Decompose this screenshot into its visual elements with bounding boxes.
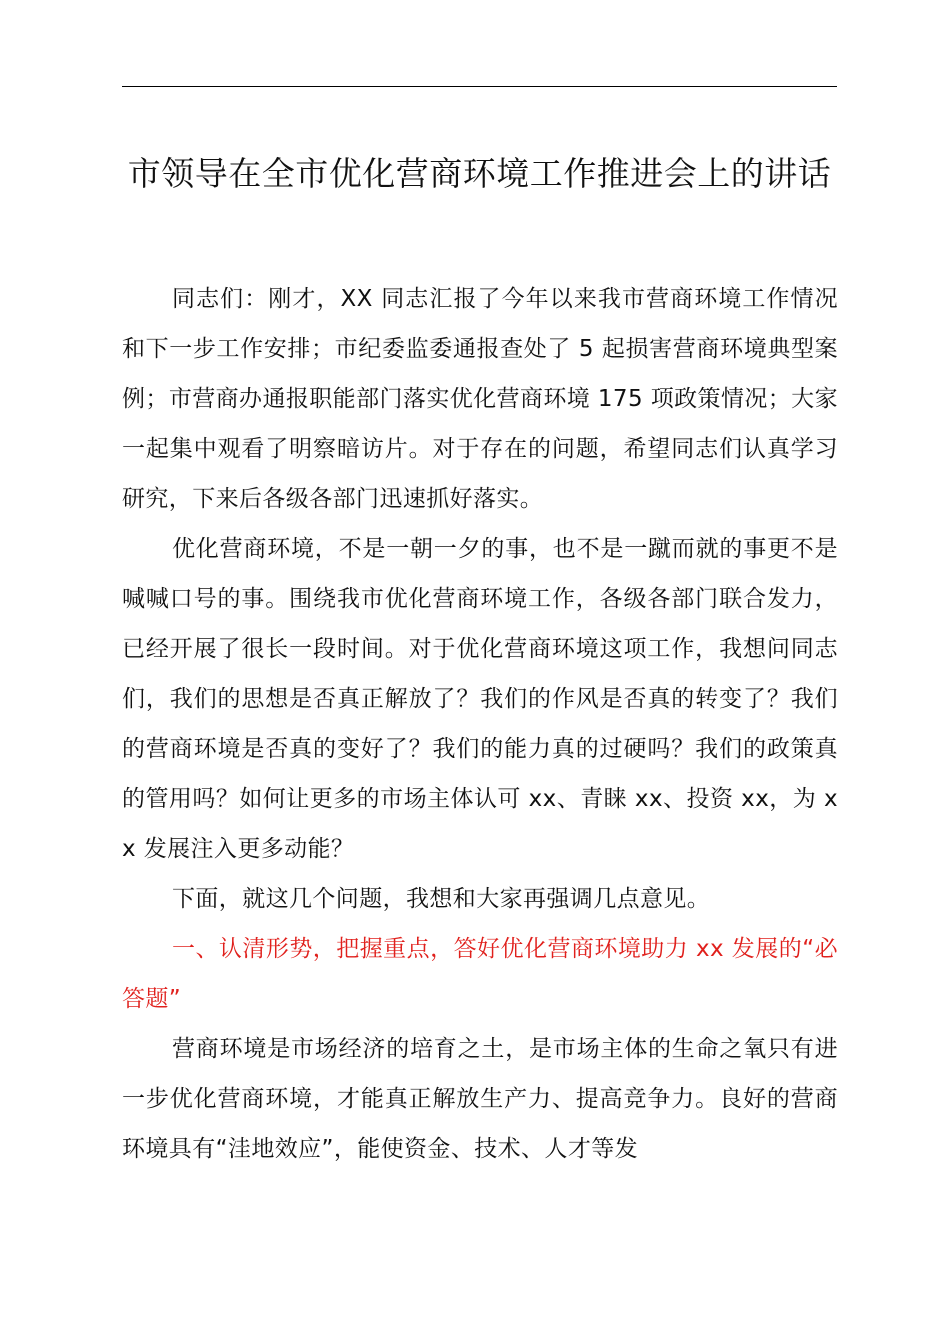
paragraph-questions: 优化营商环境，不是一朝一夕的事，也不是一蹴而就的事更不是喊喊口号的事。围绕我市优化营商环境工作，各级各部门联合发力，已经开展了很长一段时间。对于优化营商环境这项工作，我想问同志们，我们的思想是否真正解放了？我们的作风是否真的转变了？我们的营商环境是否真的变好了？我们的能力真的过硬吗？我们的政策真的管用吗？如何让更多的市场主体认可 xx、青睐 xx、投资 xx，为 xx 发展注入更多动能？	[122, 536, 838, 862]
header-rule	[122, 86, 837, 87]
paragraph-opening: 同志们：刚才，XX 同志汇报了今年以来我市营商环境工作情况和下一步工作安排；市纪委监委通报查处了 5 起损害营商环境典型案例；市营商办通报职能部门落实优化营商环境 175 项政策情况；大家一起集中观看了明察暗访片。对于存在的问题，希望同志们认真学习研究，下来后各级各部门迅速抓好落实。	[122, 286, 838, 512]
paragraph-section-1-body: 营商环境是市场经济的培育之土，是市场主体的生命之氧只有进一步优化营商环境，才能真正解放生产力、提高竞争力。良好的营商环境具有“洼地效应”，能使资金、技术、人才等发	[122, 1036, 838, 1162]
document-body	[122, 274, 838, 1174]
document-title: 市领导在全市优化营商环境工作推进会上的讲话	[127, 154, 832, 193]
section-heading-1: 一、认清形势，把握重点，答好优化营商环境助力 xx 发展的“必答题”	[122, 936, 838, 1012]
paragraph-transition: 下面，就这几个问题，我想和大家再强调几点意见。	[172, 886, 711, 912]
